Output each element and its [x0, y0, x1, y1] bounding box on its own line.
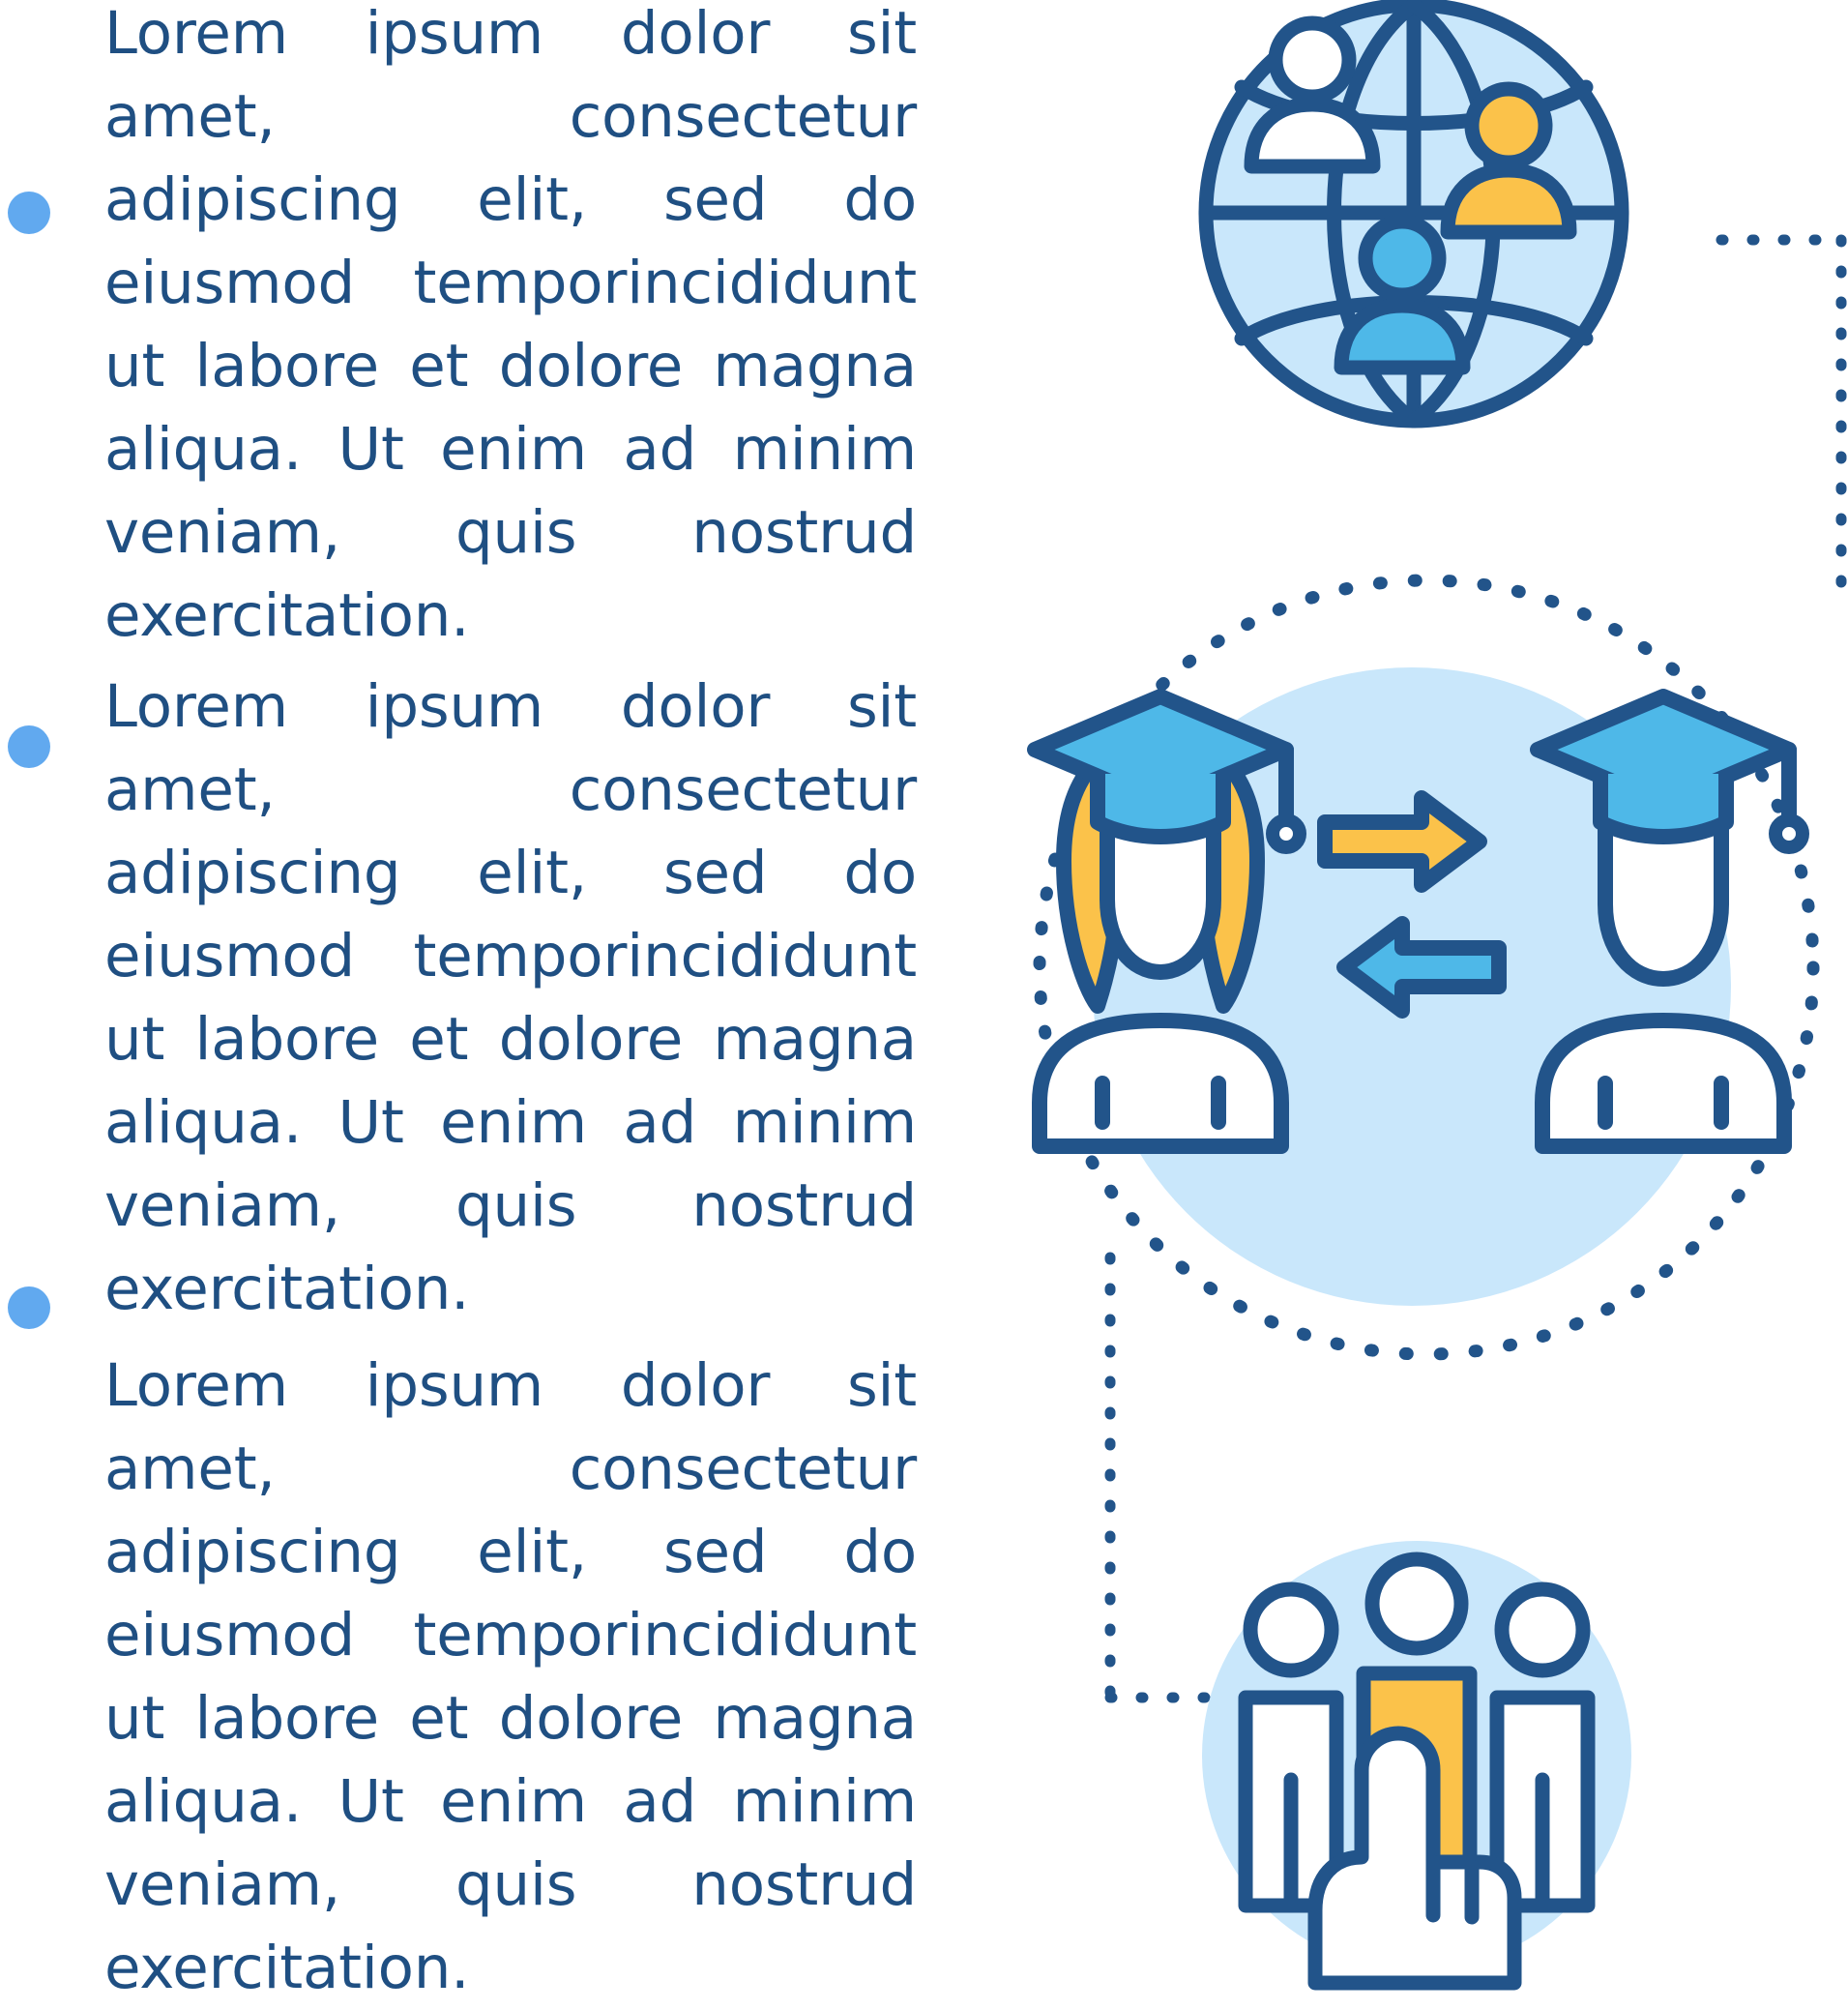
- bullet-dot-3: [8, 1286, 50, 1329]
- bullet-dot-2: [8, 725, 50, 768]
- paragraph-block-3: [104, 1345, 917, 2010]
- globe-people-icon: [1191, 0, 1636, 435]
- graduates-exchange-icon: [1006, 580, 1818, 1393]
- paragraph-block-2: [104, 665, 917, 1331]
- paragraph-block-1: [104, 0, 917, 658]
- paragraph-text-3: Lorem ipsum dolor sit amet, consectetur adipiscing elit, sed do eiusmod temporincididunt ut labore et dolore magna aliqua. Ut enim ad minim veniam, quis nostrud exercitation.: [104, 1351, 917, 2002]
- paragraph-text-1: Lorem ipsum dolor sit amet, consectetur adipiscing elit, sed do eiusmod temporincididunt ut labore et dolore magna aliqua. Ut enim ad minim veniam, quis nostrud exercitation.: [104, 0, 917, 650]
- bullet-dot-1: [8, 192, 50, 234]
- paragraph-text-2: Lorem ipsum dolor sit amet, consectetur adipiscing elit, sed do eiusmod temporincididunt ut labore et dolore magna aliqua. Ut enim ad minim veniam, quis nostrud exercitation.: [104, 672, 917, 1323]
- team-selection-hand-icon: [1189, 1528, 1644, 1983]
